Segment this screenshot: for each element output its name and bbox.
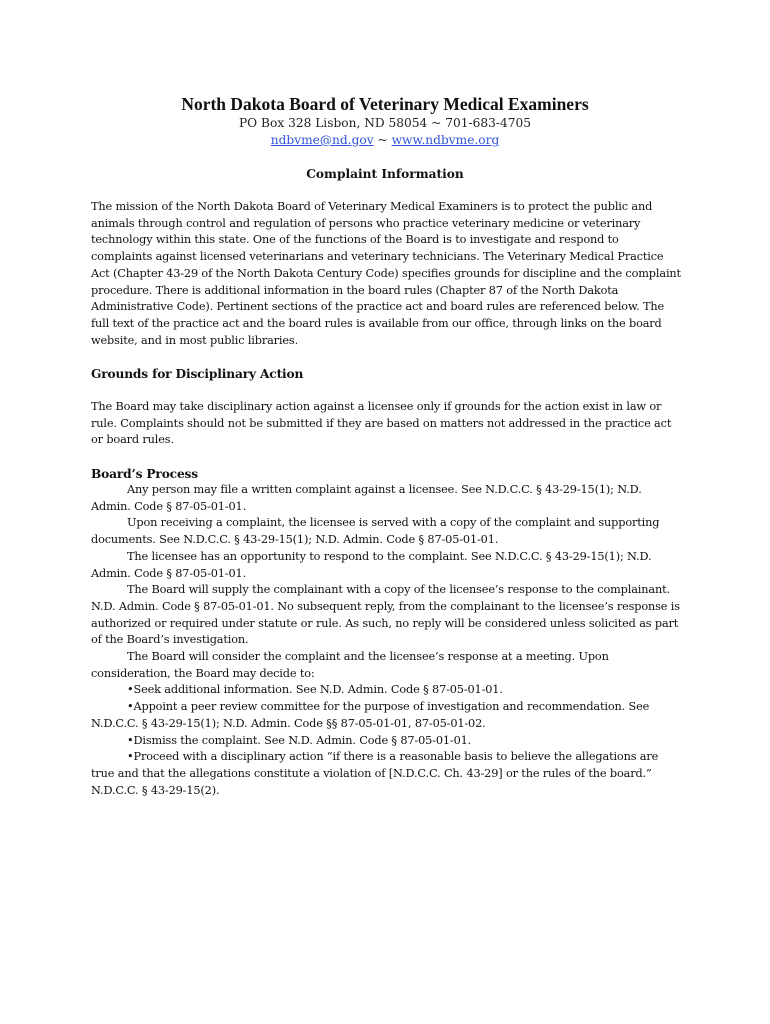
option-item: •Appoint a peer review committee for the purpose of investigation and recommendation. See N.D.C.C. § 43-29-15(1); N.D. Admin. Code §§ 87-05-01-01, 87-05-01-02.	[91, 700, 650, 730]
letterhead	[0, 94, 770, 149]
process-heading: Board’s Process	[91, 467, 198, 481]
process-paragraph: Upon receiving a complaint, the licensee is served with a copy of the complaint and supporting documents. See N.D.C.C. § 43-29-15(1); N.D. Admin. Code § 87-05-01-01.	[91, 516, 660, 547]
link-separator: ~	[373, 133, 392, 147]
grounds-section	[91, 366, 683, 382]
process-paragraph: The Board will supply the complainant with a copy of the licensee’s response to the complainant. N.D. Admin. Code § 87-05-01-01. No subsequent reply, from the complainant to the licensee’s response is authorized or required under statute or rule. As such, no reply will be considered unless solicited as part of the Board’s investigation.	[91, 583, 680, 647]
intro-section	[91, 199, 683, 349]
option-item: •Proceed with a disciplinary action “if there is a reasonable basis to believe the allegations are true and that the allegations constitute a violation of [N.D.C.C. Ch. 43-29] or the rules of the board.” N.D.C.C. § 43-29-15(2).	[91, 750, 659, 797]
intro-paragraph: The mission of the North Dakota Board of Veterinary Medical Examiners is to protect the public and animals through control and regulation of persons who practice veterinary medicine or veterinary technology within this state. One of the functions of the Board is to investigate and respond to complaints against licensed veterinarians and veterinary technicians. The Veterinary Medical Practice Act (Chapter 43-29 of the North Dakota Century Code) specifies grounds for discipline and the complaint procedure. There is additional information in the board rules (Chapter 87 of the North Dakota Administrative Code). Pertinent sections of the practice act and board rules are referenced below. The full text of the practice act and the board rules is available from our office, through links on the board website, and in most public libraries.	[91, 200, 681, 347]
board-address: PO Box 328 Lisbon, ND 58054 ~ 701-683-4705	[238, 116, 532, 130]
grounds-body	[91, 399, 683, 449]
process-paragraph: Any person may file a written complaint against a licensee. See N.D.C.C. § 43-29-15(1); N.D. Admin. Code § 87-05-01-01.	[91, 483, 642, 513]
process-paragraph: The licensee has an opportunity to respond to the complaint. See N.D.C.C. § 43-29-15(1); N.D. Admin. Code § 87-05-01-01.	[91, 549, 652, 580]
grounds-paragraph: The Board may take disciplinary action against a licensee only if grounds for the action exist in law or rule. Complaints should not be submitted if they are based on matters not addressed in the practice act or board rules.	[91, 400, 672, 447]
website-link[interactable]: www.ndbvme.org	[391, 133, 500, 147]
process-paragraph: The Board will consider the complaint and the licensee’s response at a meeting. Upon consideration, the Board may decide to:	[91, 650, 609, 680]
complaint-info-heading: Complaint Information	[306, 167, 464, 181]
option-item: •Seek additional information. See N.D. Admin. Code § 87-05-01-01.	[127, 683, 503, 697]
option-item: •Dismiss the complaint. See N.D. Admin. Code § 87-05-01-01.	[127, 733, 472, 747]
grounds-heading: Grounds for Disciplinary Action	[91, 367, 304, 381]
process-section	[91, 466, 683, 799]
email-link[interactable]: ndbvme@nd.gov	[270, 133, 374, 147]
contact-links	[0, 132, 770, 149]
board-title: North Dakota Board of Veterinary Medical Examiners	[181, 94, 589, 114]
